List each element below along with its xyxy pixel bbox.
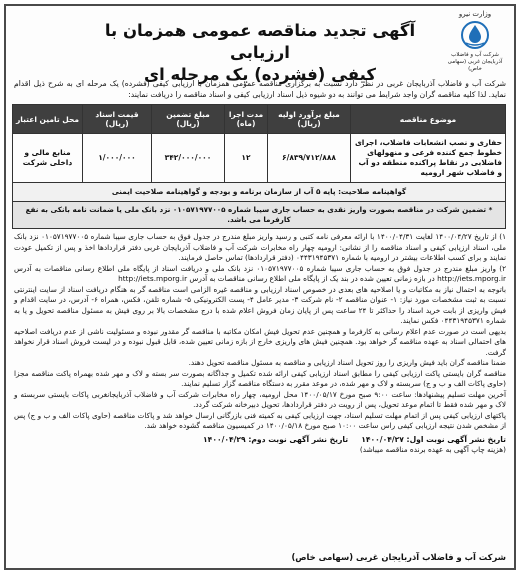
fee-note: (هزینه چاپ آگهی به عهده برنده مناقصه میباشد) [359, 444, 506, 454]
header-duration: مدت اجرا (ماه) [225, 105, 268, 134]
second-publish-date: تاریخ نشر آگهی نوبت دوم: ۱۴۰۰/۰۴/۲۹ [203, 434, 349, 444]
body-paragraph-6: مناقصه گران بایستی پاکت ارزیابی کیفی را مطابق اسناد ارزیابی کیفی ارائه شده تکمیل و جداگانه بصورت سر بسته و لاک و مهر شده بهمراه پاکت مناقصه مجزا (حاوی پاکات الف و ب و ج) سربسته و لاک و مهر شده، در موعد مقرر به دستگاه مناقصه گزار تسلیم نمایند. [14, 368, 506, 388]
title-line-1: آگهی تجدید مناقصه عمومی همزمان با ارزیابی [104, 21, 416, 62]
certificate-row [13, 183, 506, 202]
body-paragraph-4: بدیهی است در صورت عدم اعلام رسانی به کارفرما و همچنین عدم تحویل فیش امکان مکاتبه با مناقصه گر مقدور نبوده و مسئولیت ناشی از عدم دریافت اصلاحیه های احتمالی اسناد به عهده مناقصه گر خواهد بود. همچنین فیش های واریزی خارج از بازه زمانی تعیین شده، قابل قبول نبوده و در لیست فروش اسناد قرار نخواهد گرفت. [14, 326, 506, 357]
certificate-note: گواهینامه صلاحیت: پایه ۵ آب از سازمان برنامه و بودجه و گواهینامه صلاحیت ایمنی [13, 183, 506, 202]
body-paragraph-8: پاکتهای ارزیابی کیفی پس از اتمام مهلت تسلیم اسناد، جهت ارزیابی کیفی به کمیته فنی بازرگانی ارسال خواهد شد و پاکات مناقصه (حاوی پاکات الف و ب و ج) پس از مشخص شدن نتیجه ارزیابی کیفی راس ساعت ۱۰:۰۰ صبح مورخ ۱۴۰۰/۰۵/۱۸ در کمیسیون مناقصه گشوده خواهد شد. [14, 410, 506, 430]
page-title [86, 20, 434, 86]
tender-table [12, 104, 506, 229]
water-drop-logo-icon [458, 20, 492, 50]
cell-guarantee: ۳۴۲/۰۰۰/۰۰۰ [152, 134, 225, 183]
cell-duration: ۱۲ [225, 134, 268, 183]
company-logo-text: شرکت آب و فاضلاب آذربایجان غربی (سهامی خاص) [447, 52, 503, 72]
body-text [14, 232, 506, 432]
table-row [13, 134, 506, 183]
body-paragraph-3: باتوجه به احتمال نیاز به مکاتبات و یا اصلاحیه های بعدی در خصوص اسناد ارزیابی و مناقصه غیره الزامی است مناقصه گر به هنگام دریافت اسناد از سایت اینترنتی نسبت به ثبت مشخصات مورد نیاز: ۱- عنوان مناقصه ۲- نام شرکت ۳- مدیر عامل ۴- پست الکترونیکی ۵- شماره تلفن، فکس، همراه ۶- آدرس، در سایت اقدام و فیش واریزی از بابت خرید اسناد را حداکثر تا ۲۴ ساعت پس از پایان زمان فروش اعلام شده با درج مشخصات بالا بر روی فیش به مسئول مناقصه تحویل و یا به شماره ۰۴۴۳۱۹۴۵۳۷۱ فکس نمایند. [14, 284, 506, 325]
cell-subject: حفاری و نصب انشعابات فاضلاب، اجرای خطوط جمع کننده فرعی و منهولهای فاضلابی در نقاط پراکنده منطقه دو آب و فاضلاب شهر ارومیه [351, 134, 506, 183]
company-signature: شرکت آب و فاضلاب آذربایجان غربی (سهامی خاص) [291, 552, 506, 562]
header-guarantee: مبلغ تضمین (ریال) [152, 105, 225, 134]
cell-credit: منابع مالی و داخلی شرکت [13, 134, 83, 183]
table-header-row [13, 105, 506, 134]
intro-paragraph: شرکت آب و فاضلاب آذربایجان غربی در نظر دارد نسبت به برگزاری مناقصه عمومی همزمان با ارزیابی کیفی (فشرده) یک مرحله ای به شرح ذیل اقدام نماید. لذا کلیه مناقصه گران واجد شرایط می توانند به دو شیوه ذیل اسناد ارزیابی کیفی و اسناد مناقصه را دریافت نمایند: [14, 79, 506, 99]
guarantee-note: * تضمین شرکت در مناقصه بصورت واریز نقدی به حساب جاری سیبا شماره ۰۱۰۵۷۱۹۷۷۰۰۵ نزد بانک ملی یا ضمانت نامه بانکی به نفع کارفرما می باشد. [13, 202, 506, 229]
header-subject: موضوع مناقصه [351, 105, 506, 134]
header-credit: محل تامین اعتبار [13, 105, 83, 134]
guarantee-row [13, 202, 506, 229]
header-estimate: مبلغ برآورد اولیه (ریال) [268, 105, 351, 134]
advertisement-page [4, 4, 516, 570]
body-paragraph-2: ۲) واریز مبلغ مندرج در جدول فوق به حساب جاری سیبا شماره ۰۱۰۵۷۱۹۷۷۰۰۵ نزد بانک ملی و دریافت اسناد از پایگاه ملی اطلاع رسانی مناقصات به آدرس http://iets.mporg.ir در بازه زمانی تعیین شده در بند یک از پایگاه ملی اطلاع رسانی مناقصات به آدرس http://iets.mporg.ir [14, 263, 506, 283]
header-doc-price: قیمت اسناد (ریال) [83, 105, 152, 134]
body-paragraph-5: ضمنا مناقصه گران باید فیش واریزی را روز تحویل اسناد ارزیابی و مناقصه به مسئول مناقصه تحویل دهند. [188, 358, 506, 367]
header [6, 6, 514, 84]
title-line-2: کیفی (فشرده) یک مرحله ای [143, 65, 376, 84]
body-paragraph-7: آخرین مهلت تسلیم پیشنهادها: ساعت ۹:۰۰ صبح مورخ ۱۴۰۰/۰۵/۱۷ محل ارومیه، چهار راه مخابرات شرکت آب و فاضلاب آذربایجانغربی پاکات بایستی سربسته و لاک و مهر شده فقط تا اتمام موعد تحویل، پس از رویت در دفتر قراردادها، تحویل دبیرخانه شرکت گردد. [14, 389, 506, 409]
cell-doc-price: ۱/۰۰۰/۰۰۰ [83, 134, 152, 183]
first-publish-date: تاریخ نشر آگهی نوبت اول: ۱۴۰۰/۰۴/۲۷ [361, 434, 506, 444]
publish-dates [14, 434, 506, 445]
cell-estimate: ۶/۸۳۹/۷۱۲/۸۸۸ [268, 134, 351, 183]
body-paragraph-1: ۱) از تاریخ ۱۴۰۰/۰۴/۲۷ لغایت ۱۴۰۰/۰۴/۳۱ با ارائه معرفی نامه کتبی و رسید واریز مبلغ مندرج در جدول فوق به حساب جاری سیبا شماره ۰۱۰۵۷۱۹۷۷۰۰۵ نزد بانک ملی، اسناد ارزیابی کیفی و اسناد مناقصه را از نشانی: ارومیه چهار راه مخابرات شرکت آب و فاضلاب آذربایجان غربی دفتر قراردادها اخذ و پس از تکمیل عودت نمایند و برای کسب اطلاعات بیشتر در ارومیه با شماره ۰۴۴۳۱۹۴۵۳۷۱ (دفتر قراردادها) تماس حاصل فرمایند. [14, 232, 506, 262]
company-logo [444, 10, 506, 73]
ministry-label: وزارت نیرو [458, 10, 492, 18]
